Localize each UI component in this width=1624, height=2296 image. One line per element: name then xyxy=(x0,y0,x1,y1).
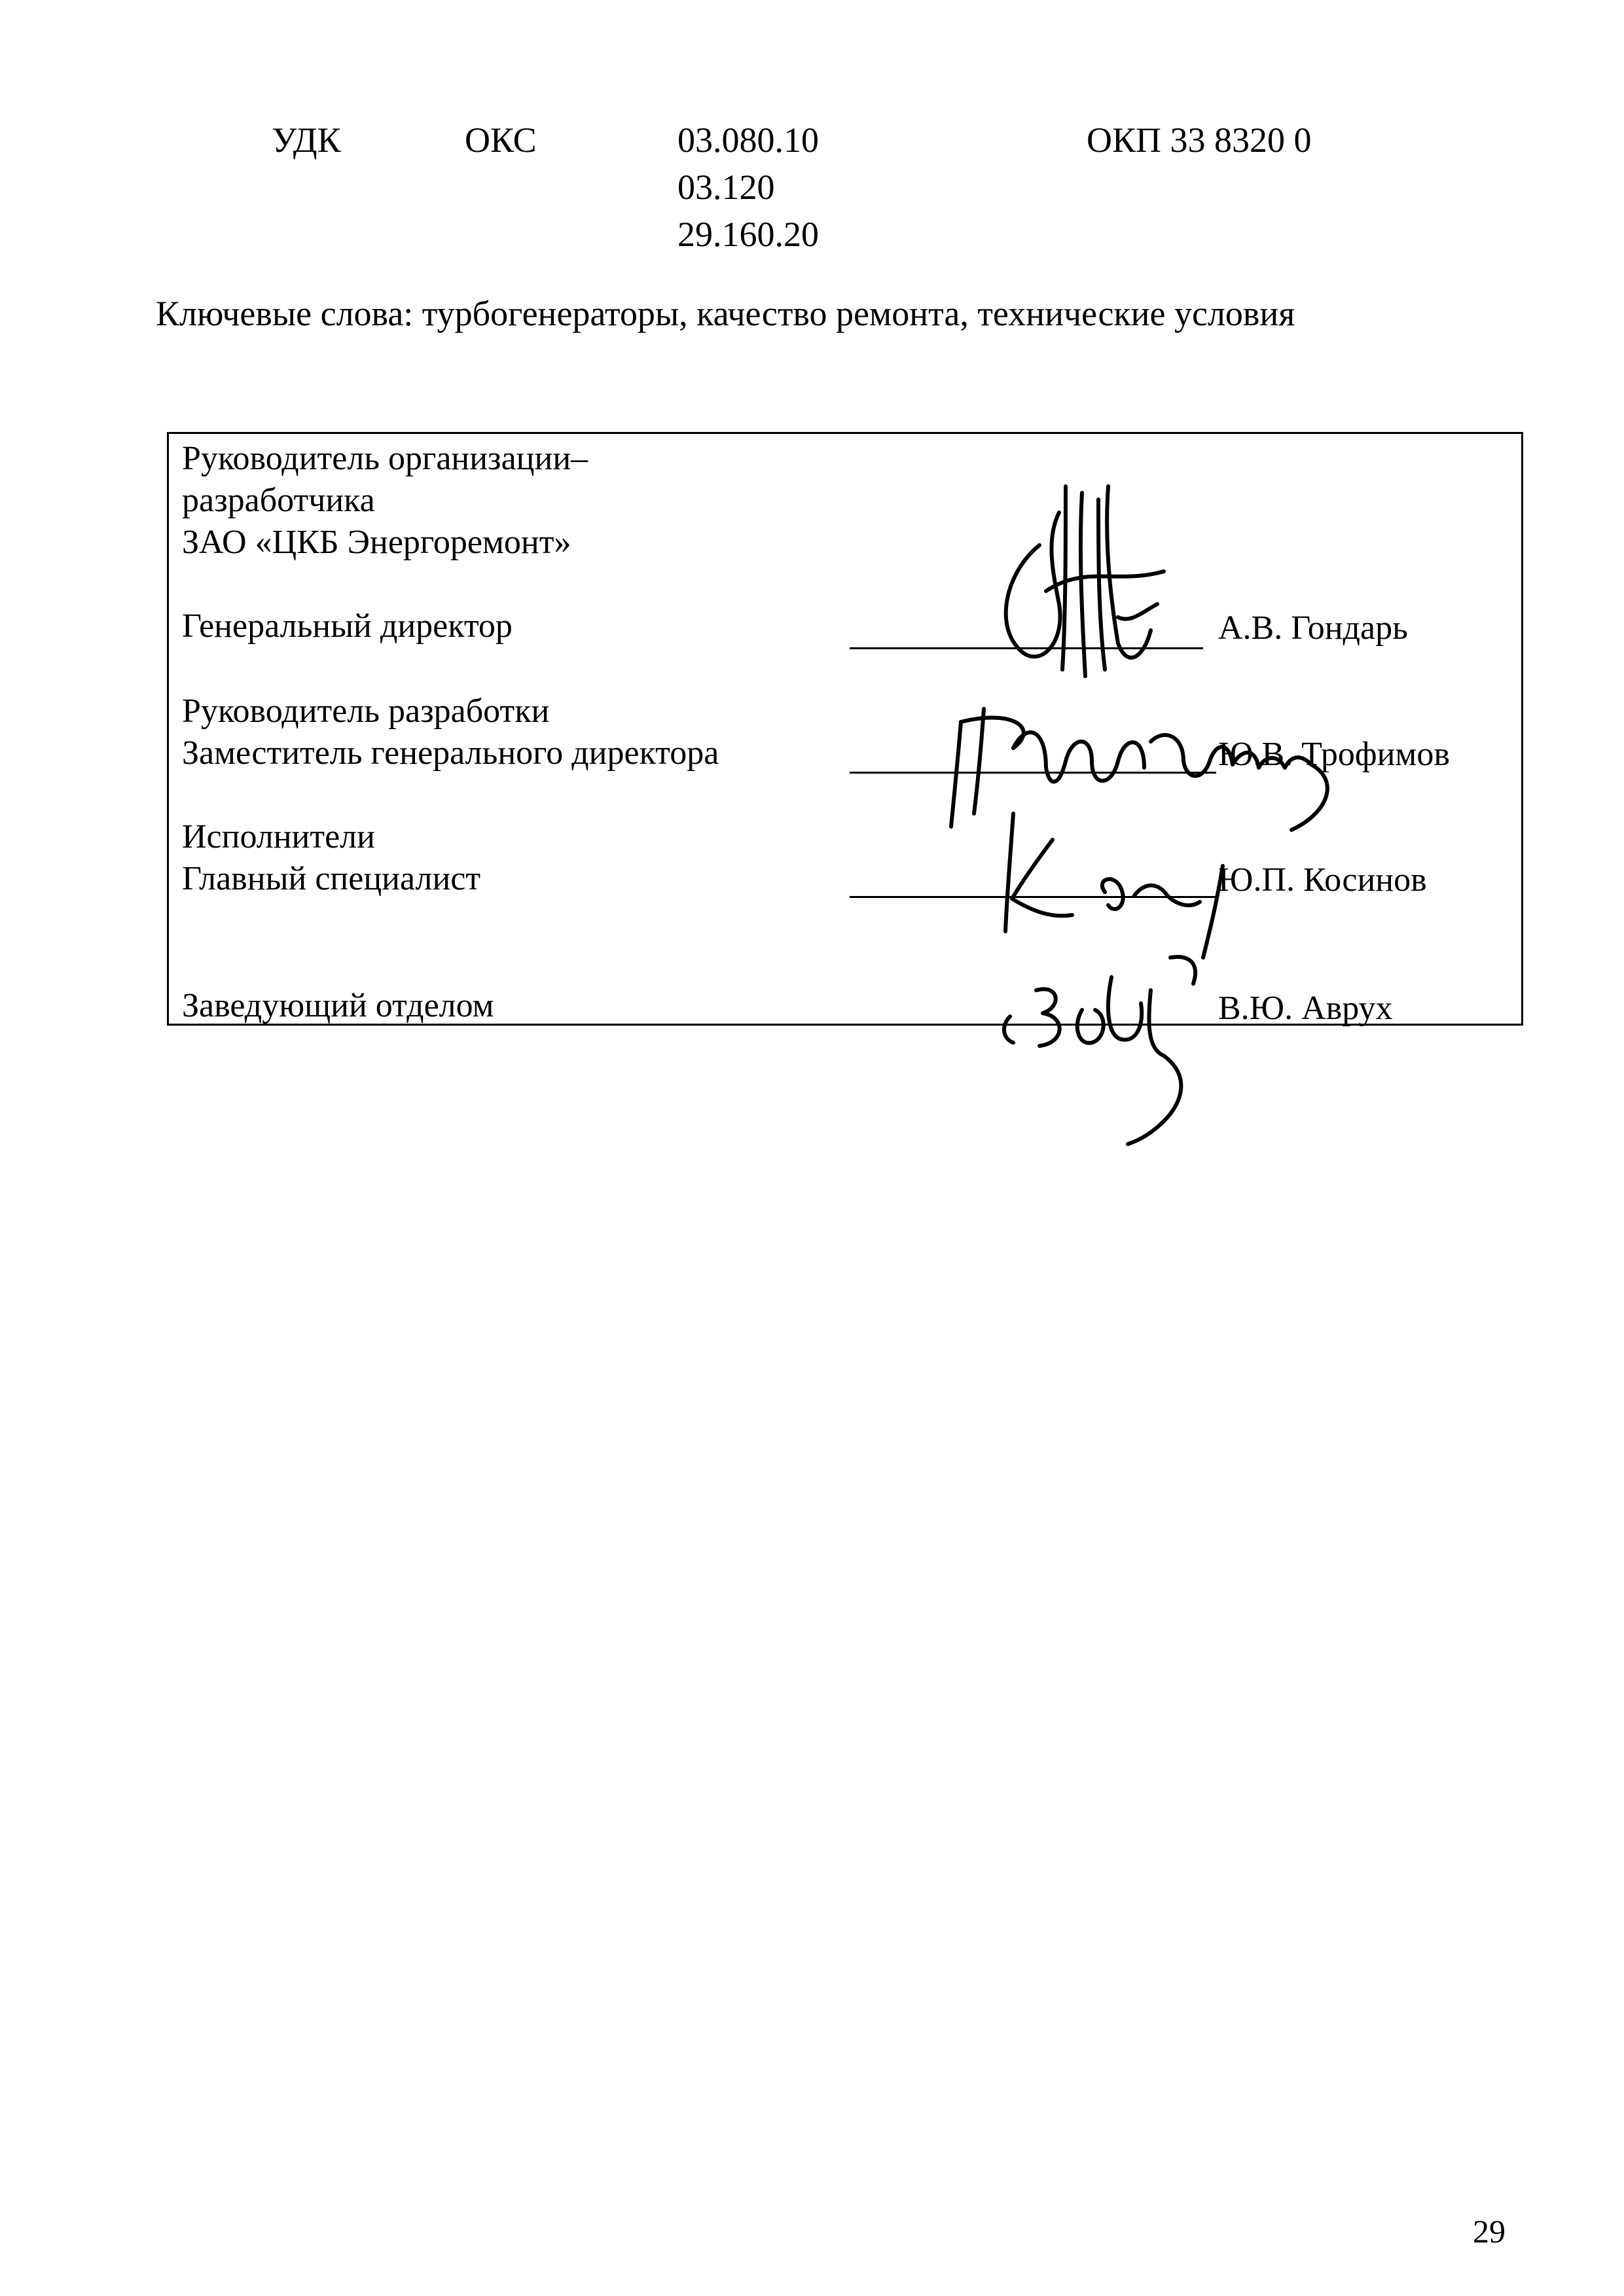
oks-codes xyxy=(677,117,819,258)
signer-name: Ю.П. Косинов xyxy=(1218,861,1427,899)
approval-table xyxy=(167,432,1523,1026)
role-head-of-development: Руководитель разработки xyxy=(182,692,550,730)
org-line: Руководитель организации– xyxy=(182,440,588,477)
oks-code: 03.120 xyxy=(677,168,775,207)
signature-gondar xyxy=(967,473,1190,696)
signer-name: Ю.В. Трофимов xyxy=(1218,736,1450,773)
page-number: 29 xyxy=(1473,2213,1506,2250)
org-line: ЗАО «ЦКБ Энергоремонт» xyxy=(182,524,571,561)
role-deputy-director: Заместитель генерального директора xyxy=(182,734,719,772)
keywords-line: Ключевые слова: турбогенераторы, качество ремонта, технические условия xyxy=(156,294,1295,333)
oks-label: ОКС xyxy=(465,120,537,160)
signer-name: А.В. Гондарь xyxy=(1218,609,1408,647)
signer-name: В.Ю. Аврух xyxy=(1218,990,1393,1027)
role-chief-specialist: Главный специалист xyxy=(182,860,481,897)
oks-code: 29.160.20 xyxy=(677,215,819,254)
role-executors: Исполнители xyxy=(182,818,375,855)
signature-avrukh xyxy=(974,951,1249,1167)
udk-label: УДК xyxy=(272,120,341,160)
oks-code: 03.080.10 xyxy=(677,120,819,160)
role-head-of-department: Заведующий отделом xyxy=(182,987,494,1024)
role-general-director: Генеральный директор xyxy=(182,607,513,645)
signature-kosinov xyxy=(974,800,1262,971)
okp-code: ОКП 33 8320 0 xyxy=(1087,120,1312,160)
org-line: разработчика xyxy=(182,482,375,519)
